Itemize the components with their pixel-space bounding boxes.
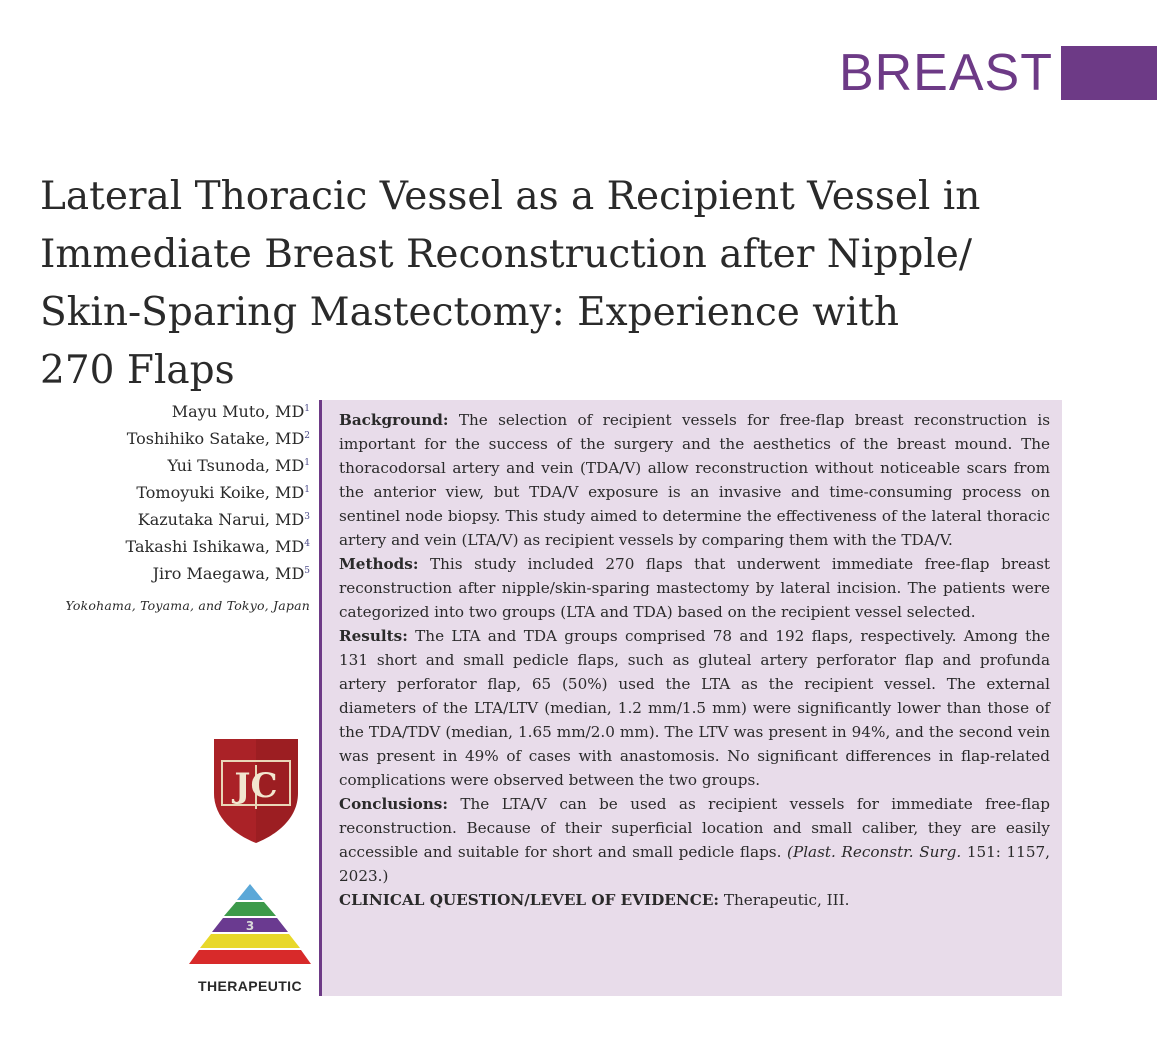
section-label: BREAST xyxy=(838,44,1053,102)
author-name: Mayu Muto, MD xyxy=(171,402,305,421)
methods-text: This study included 270 flaps that underwent immediate free-flap breast reconstruction after nipple/skin-sparing mastectomy by lateral incision. The patients were categorized into two groups (LTA and TDA) based on the recipient vessel selected. xyxy=(339,555,1050,621)
author-affiliation-number: 1 xyxy=(304,404,310,414)
author xyxy=(40,505,310,532)
author xyxy=(40,559,310,586)
abstract-conclusions xyxy=(339,792,1050,888)
results-heading: Results: xyxy=(339,627,408,645)
author-affiliation-number: 5 xyxy=(304,566,310,576)
author-affiliation-number: 4 xyxy=(304,539,310,549)
clinical-question-heading: CLINICAL QUESTION/LEVEL OF EVIDENCE: xyxy=(339,891,720,909)
author-affiliation-number: 3 xyxy=(304,512,310,522)
background-text: The selection of recipient vessels for free-flap breast reconstruction is important for the success of the surgery and the aesthetics of the breast mound. The thoracodorsal artery and vein (TDA/V) allow reconstruction without noticeable scars from the anterior view, but TDA/V exposure is an invasive and time-consuming process on sentinel node biopsy. This study aimed to determine the effectiveness of the lateral thoracic artery and vein (LTA/V) as recipient vessels by comparing them with the TDA/V. xyxy=(339,411,1050,549)
citation-journal: (Plast. Reconstr. Surg. xyxy=(787,843,962,861)
author-name: Jiro Maegawa, MD xyxy=(152,564,305,583)
evidence-level-number: 3 xyxy=(245,919,255,933)
article-title xyxy=(40,168,1060,400)
author xyxy=(40,478,310,505)
methods-heading: Methods: xyxy=(339,555,419,573)
author-affiliation-number: 1 xyxy=(304,485,310,495)
clinical-question-text: Therapeutic, III. xyxy=(723,891,850,909)
evidence-level-pyramid-icon xyxy=(188,882,312,980)
title-line: Skin-Sparing Mastectomy: Experience with xyxy=(40,290,899,335)
section-color-bar xyxy=(1061,46,1157,100)
author-affiliation-number: 2 xyxy=(304,431,310,441)
section-header xyxy=(839,44,1157,102)
title-line: 270 Flaps xyxy=(40,348,235,393)
author-name: Tomoyuki Koike, MD xyxy=(136,483,305,502)
author xyxy=(40,397,310,424)
evidence-type-label: THERAPEUTIC xyxy=(198,978,302,994)
abstract-box xyxy=(322,400,1062,996)
author-list xyxy=(40,397,310,618)
title-line: Lateral Thoracic Vessel as a Recipient Vessel in xyxy=(40,174,981,219)
results-text: The LTA and TDA groups comprised 78 and 192 flaps, respectively. Among the 131 short and small pedicle flaps, such as gluteal artery perforator flap and profunda artery perforator flap, 65 (50%) used the LTA as the recipient vessel. The external diameters of the LTA/LTV (median, 1.2 mm/1.5 mm) were significantly lower than those of the TDA/TDV (median, 1.65 mm/2.0 mm). The LTV was present in 94%, and the second vein was present in 49% of cases with anastomosis. No significant differences in flap-related complications were observed between the two groups. xyxy=(339,627,1051,789)
shield-logo-text: JC xyxy=(234,766,278,806)
author-name: Kazutaka Narui, MD xyxy=(137,510,305,529)
conclusions-heading: Conclusions: xyxy=(339,795,448,813)
journal-club-shield-icon xyxy=(210,735,302,845)
author xyxy=(40,424,310,451)
author-name: Takashi Ishikawa, MD xyxy=(125,537,305,556)
citation-details: 151: 1157, 2023.) xyxy=(339,843,1051,885)
author-name: Toshihiko Satake, MD xyxy=(126,429,305,448)
affiliation: Yokohama, Toyama, and Tokyo, Japan xyxy=(65,598,310,613)
author-affiliation-number: 1 xyxy=(304,458,310,468)
author xyxy=(40,532,310,559)
abstract-methods xyxy=(339,552,1050,624)
abstract-clinical-question xyxy=(339,888,1050,912)
title-line: Immediate Breast Reconstruction after Nipple/ xyxy=(40,232,973,277)
conclusions-text: The LTA/V can be used as recipient vessels for immediate free-flap reconstruction. Because of their superficial location and small caliber, they are easily accessible and suitable for short and small pedicle flaps. xyxy=(339,795,1050,861)
abstract-results xyxy=(339,624,1050,792)
author-name: Yui Tsunoda, MD xyxy=(167,456,305,475)
background-heading: Background: xyxy=(339,411,449,429)
abstract-background xyxy=(339,408,1050,552)
author xyxy=(40,451,310,478)
